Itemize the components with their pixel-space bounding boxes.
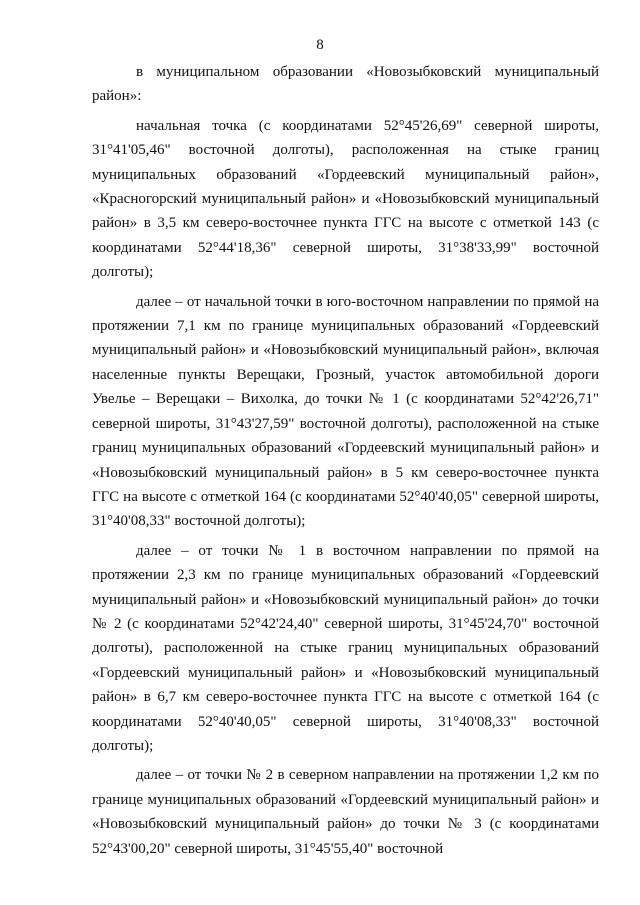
paragraph-to-point-2: далее – от точки № 1 в восточном направлении по прямой на протяжении 2,3 км по границе муниципальных образований «Гордеевский муниципальный район» и «Новозыбковский муниципальный район» до точки № 2 (с координатами 52°42'24,40" северной широты, 31°45'24,70" восточной долготы), расположенной на стыке границ муниципальных образований «Гордеевский муниципальный район» и «Новозыбковский муниципальный район» в 6,7 км северо-восточнее пункта ГГС на высоте с отметкой 164 (с координатами 52°40'40,05" северной широты, 31°40'08,33" восточной долготы); <box>92 542 599 754</box>
page-number: 8 <box>316 37 324 53</box>
paragraph-start-point: начальная точка (с координатами 52°45'26,69" северной широты, 31°41'05,46" восточной долготы), расположенная на стыке границ муниципальных образований «Гордеевский муниципальный район», «Красногорский муниципальный район» и «Новозыбковский муниципальный район» в 3,5 км северо-восточнее пункта ГГС на высоте с отметкой 143 (с координатами 52°44'18,36" северной широты, 31°38'33,99" восточной долготы); <box>92 117 599 281</box>
paragraph-to-point-1: далее – от начальной точки в юго-восточном направлении по прямой на протяжении 7,1 км по границе муниципальных образований «Гордеевский муниципальный район» и «Новозыбковский муниципальный район», включая населенные пункты Верещаки, Грозный, участок автомобильной дороги Увелье – Верещаки – Вихолка, до точки № 1 (с координатами 52°42'26,71" северной широты, 31°43'27,59" восточной долготы), расположенной на стыке границ муниципальных образований «Гордеевский муниципальный район» и «Новозыбковский муниципальный район» в 5 км северо-восточнее пункта ГГС на высоте с отметкой 164 (с координатами 52°40'40,05" северной широты, 31°40'08,33" восточной долготы); <box>92 293 599 530</box>
paragraph-to-point-3: далее – от точки № 2 в северном направлении на протяжении 1,2 км по границе муниципальных образований «Гордеевский муниципальный район» и «Новозыбковский муниципальный район» до точки № 3 (с координатами 52°43'00,20" северной широты, 31°45'55,40" восточной <box>92 767 599 857</box>
document-body <box>92 60 599 861</box>
paragraph-intro: в муниципальном образовании «Новозыбковский муниципальный район»: <box>92 64 599 105</box>
